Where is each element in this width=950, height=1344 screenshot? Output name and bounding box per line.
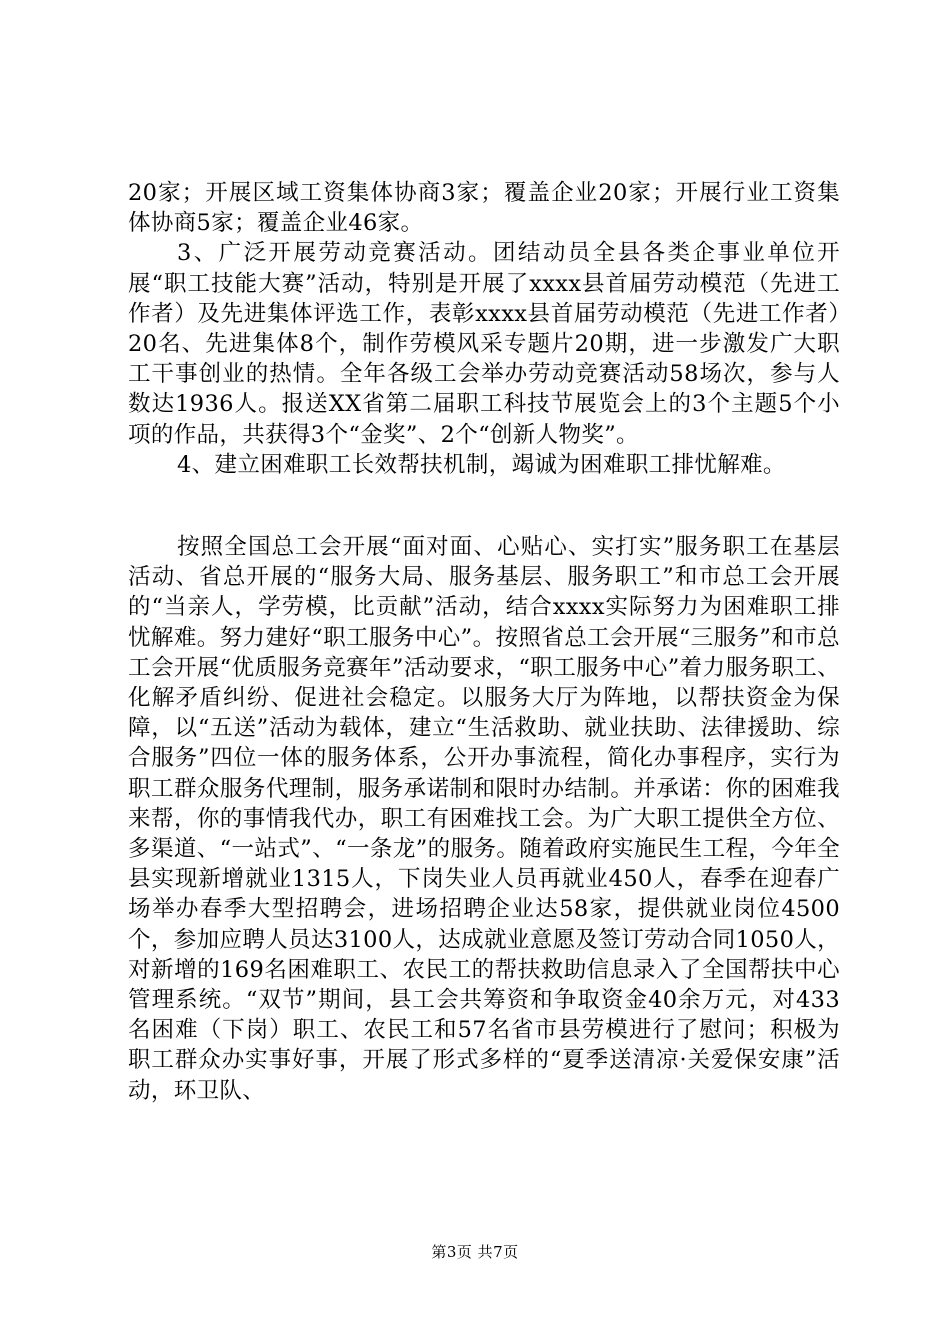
page-number-footer: 第3页 共7页: [431, 1243, 519, 1261]
paragraph-labor-competition: 3、广泛开展劳动竞赛活动。团结动员全县各类企事业单位开展“职工技能大赛”活动，特别是开展了xxxx县首届劳动模范（先进工作者）及先进集体评选工作，表彰xxxx县首届劳动模范（先进工作者）20名、先进集体8个，制作劳模风采专题片20期，进一步激发广大职工干事创业的热情。全年各级工会举办劳动竞赛活动58场次，参与人数达1936人。报送XX省第二届职工科技节展览会上的3个主题5个小项的作品，共获得3个“金奖”、2个“创新人物奖”。: [128, 240, 840, 448]
paragraph-heading-assistance: 4、建立困难职工长效帮扶机制，竭诚为困难职工排忧解难。: [177, 451, 786, 478]
paragraph-assistance-body: 按照全国总工会开展“面对面、心贴心、实打实”服务职工在基层活动、省总开展的“服务大局、服务基层、服务职工”和市总工会开展的“当亲人，学劳模，比贡献”活动，结合xxxx实际努力为困难职工排忧解难。努力建好“职工服务中心”。按照省总工会开展“三服务”和市总工会开展“优质服务竞赛年”活动要求，“职工服务中心”着力服务职工、化解矛盾纠纷、促进社会稳定。以服务大厅为阵地，以帮扶资金为保障，以“五送”活动为载体，建立“生活救助、就业扶助、法律援助、综合服务”四位一体的服务体系，公开办事流程，简化办事程序，实行为职工群众服务代理制，服务承诺制和限时办结制。并承诺：你的困难我来帮，你的事情我代办，职工有困难找工会。为广大职工提供全方位、多渠道、“一站式”、“一条龙”的服务。随着政府实施民生工程，今年全县实现新增就业1315人，下岗失业人员再就业450人，春季在迎春广场举办春季大型招聘会，进场招聘企业达58家，提供就业岗位4500个，参加应聘人员达3100人，达成就业意愿及签订劳动合同1050人，对新增的169名困难职工、农民工的帮扶救助信息录入了全国帮扶中心管理系统。“双节”期间，县工会共筹资和争取资金40余万元，对433名困难（下岗）职工、农民工和57名省市县劳模进行了慰问；积极为职工群众办实事好事，开展了形式多样的“夏季送清凉·关爱保安康”活动，环卫队、: [128, 534, 840, 1104]
paragraph-continued: 20家；开展区域工资集体协商3家；覆盖企业20家；开展行业工资集体协商5家；覆盖企业46家。: [128, 180, 840, 237]
text-section-main: [128, 532, 840, 1106]
text-section-top: [128, 178, 840, 480]
